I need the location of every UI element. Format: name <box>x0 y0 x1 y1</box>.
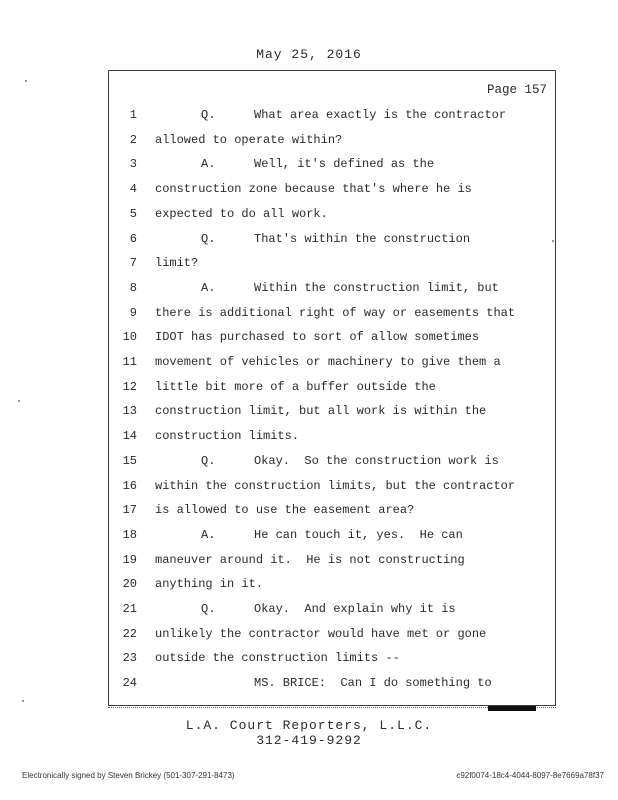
scan-speck <box>552 240 554 242</box>
transcript-line <box>109 552 557 568</box>
line-text: little bit more of a buffer outside the <box>155 379 436 394</box>
question-marker: Q. <box>201 453 216 468</box>
line-text: construction limit, but all work is within the <box>155 404 487 419</box>
line-number: 7 <box>129 256 137 271</box>
line-text: Well, it's defined as the <box>254 157 435 172</box>
line-number: 23 <box>122 651 137 666</box>
question-marker: Q. <box>201 108 216 122</box>
court-reporter-phone: 312-419-9292 <box>256 733 362 748</box>
line-number: 17 <box>122 503 137 518</box>
line-number: 5 <box>129 206 137 221</box>
electronic-signature-note: Electronically signed by Steven Brickey (501-307-291-8473) <box>22 771 235 780</box>
line-number: 18 <box>122 527 137 542</box>
line-text: movement of vehicles or machinery to give them a <box>155 355 501 369</box>
line-text: maneuver around it. He is not constructing <box>155 552 465 567</box>
line-number: 1 <box>129 108 137 122</box>
line-text: within the construction limits, but the contractor <box>155 478 516 493</box>
transcript-line <box>109 206 557 222</box>
line-number: 19 <box>122 552 137 567</box>
transcript-line <box>109 675 557 691</box>
line-number: 4 <box>129 182 137 197</box>
transcript-line <box>109 354 557 370</box>
line-text: IDOT has purchased to sort of allow sometimes <box>155 330 480 345</box>
line-number: 2 <box>129 132 137 147</box>
transcript-line <box>109 255 557 271</box>
transcript-line <box>109 231 557 247</box>
question-marker: Q. <box>201 602 216 616</box>
transcript-page-frame <box>108 70 556 706</box>
transcript-line <box>109 626 557 642</box>
transcript-line <box>109 403 557 419</box>
line-text: allowed to operate within? <box>155 132 343 147</box>
answer-marker: A. <box>201 157 216 172</box>
line-number: 14 <box>122 429 137 444</box>
line-text: limit? <box>155 256 199 271</box>
line-number: 6 <box>129 231 137 246</box>
answer-marker: A. <box>201 527 216 542</box>
line-text: anything in it. <box>155 577 264 592</box>
transcript-line <box>109 478 557 494</box>
question-marker: Q. <box>201 231 216 246</box>
transcript-line <box>109 576 557 592</box>
line-text: What area exactly is the contractor <box>254 108 507 122</box>
transcript-line <box>109 107 557 123</box>
scan-speck <box>18 400 20 402</box>
line-text: Okay. So the construction work is <box>254 453 499 468</box>
line-number: 16 <box>122 478 137 493</box>
transcript-line <box>109 650 557 666</box>
line-number: 13 <box>122 404 137 419</box>
transcript-line <box>109 453 557 469</box>
transcript-line <box>109 379 557 395</box>
line-text: Within the construction limit, but <box>254 280 499 295</box>
line-text: That's within the construction <box>254 231 471 246</box>
line-text: Okay. And explain why it is <box>254 602 456 616</box>
line-number: 22 <box>122 626 137 641</box>
line-number: 8 <box>129 280 137 295</box>
transcript-line <box>109 502 557 518</box>
transcript-line <box>109 132 557 148</box>
transcript-line <box>109 527 557 543</box>
line-number: 21 <box>122 602 137 616</box>
answer-marker: A. <box>201 280 216 295</box>
line-text: construction zone because that's where he is <box>155 182 472 197</box>
scan-speck <box>22 700 24 702</box>
line-number: 20 <box>122 577 137 592</box>
transcript-line <box>109 329 557 345</box>
transcript-line <box>109 601 557 617</box>
line-text: He can touch it, yes. He can <box>254 527 463 542</box>
footer-redaction-bar <box>488 706 536 711</box>
document-hash: c92f0074-18c4-4044-8097-8e7669a78f37 <box>456 771 604 780</box>
line-text: unlikely the contractor would have met or gone <box>155 626 487 641</box>
line-text: construction limits. <box>155 429 300 444</box>
transcript-date: May 25, 2016 <box>256 47 362 62</box>
transcript-line <box>109 181 557 197</box>
page-number: Page 157 <box>486 83 547 97</box>
line-text: is allowed to use the easement area? <box>155 503 415 518</box>
line-number: 24 <box>122 676 137 691</box>
transcript-line <box>109 428 557 444</box>
line-number: 10 <box>122 330 137 345</box>
transcript-line <box>109 156 557 172</box>
speaker-line-text: MS. BRICE: Can I do something to <box>254 676 492 691</box>
line-text: expected to do all work. <box>155 206 328 221</box>
line-number: 3 <box>129 157 137 172</box>
line-number: 15 <box>122 453 137 468</box>
transcript-line <box>109 305 557 321</box>
transcript-line <box>109 280 557 296</box>
line-number: 11 <box>122 355 137 369</box>
line-text: there is additional right of way or easements that <box>155 305 516 320</box>
line-number: 9 <box>129 305 137 320</box>
line-text: outside the construction limits -- <box>155 651 400 666</box>
court-reporter-name: L.A. Court Reporters, L.L.C. <box>185 718 433 733</box>
line-number: 12 <box>122 379 137 394</box>
scan-speck <box>25 80 27 82</box>
